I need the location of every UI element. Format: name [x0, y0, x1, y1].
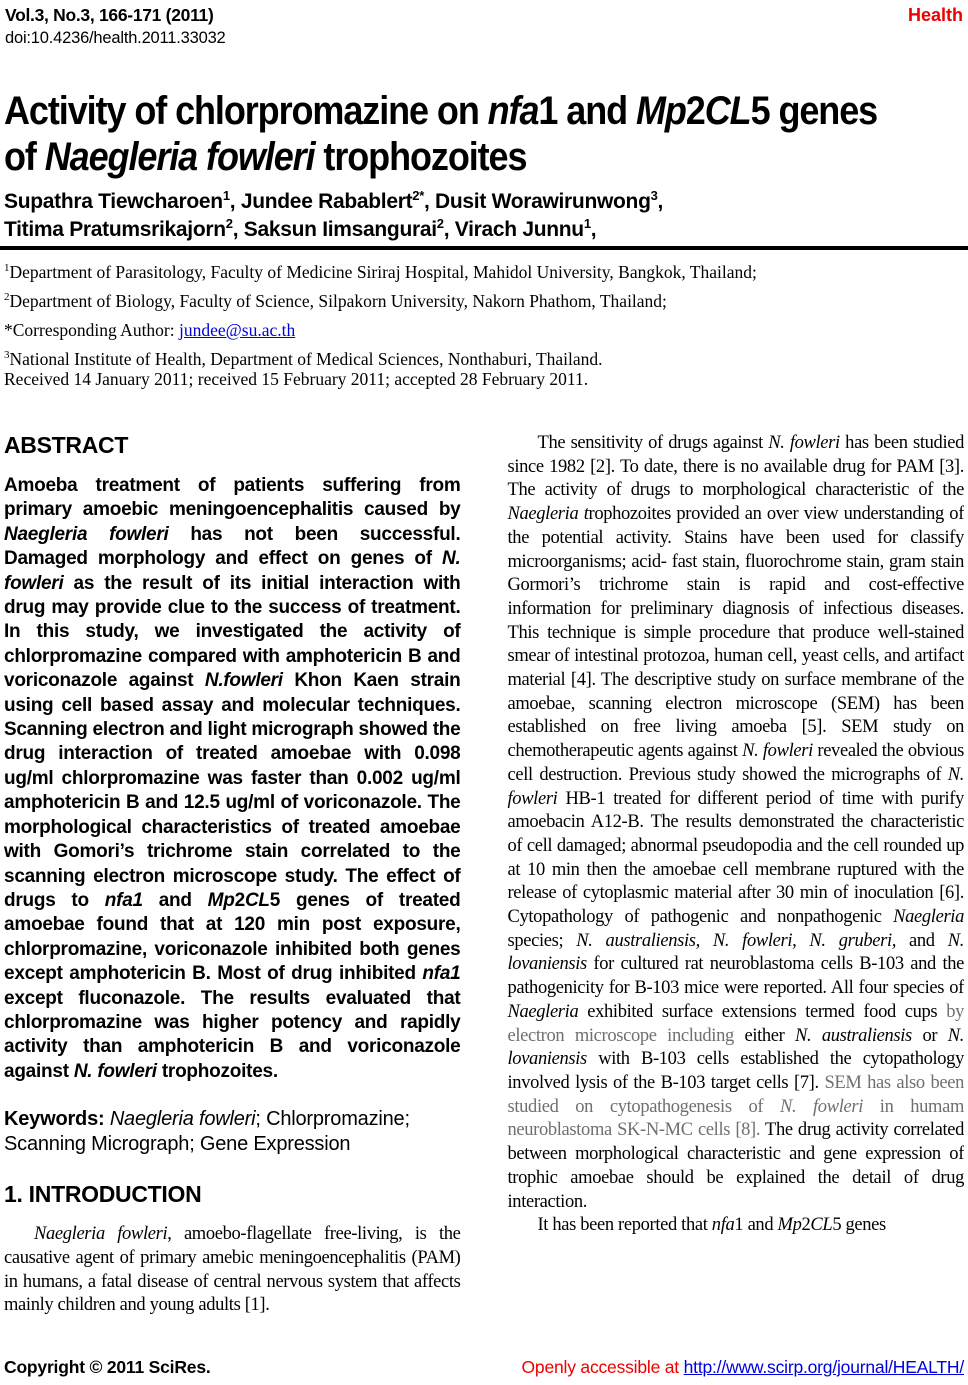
abstract-heading: ABSTRACT — [4, 432, 129, 458]
corresponding-author-label: *Corresponding Author: — [4, 320, 179, 340]
header-left — [5, 5, 226, 48]
authors-line1: Supathra Tiewcharoen$^1$, Jundee Rabablert$^{2*}$, Dusit Worawirunwong$^3$, — [4, 188, 664, 213]
right-column-paragraph-1: The sensitivity of drugs against N. fowleri has been studied since 1982 [2]. To date, there is no available drug for PAM [3]. The activity of drugs to morphological characteristic of the Naegleria trophozoites provided an over view understanding of the potential activity. Stains have been used for classify microorganisms; acid- fast stain, fluorochrome stain, gram stain Gormori’s trichrome stain is rapid and cost-effective information for preliminary diagnosis of infectious diseases. This technique is simple procedure that produce well-stained smear of intestinal protozoa, human cell, yeast cells, and artifact material [4]. The descriptive study on surface membrane of the amoebae, scanning electron microscope (SEM) has been established on free living amoeba [5]. SEM study on chemotherapeutic agents against N. fowleri revealed the obvious cell destruction. Previous study showed the micrographs of N. fowleri HB-1 treated for different period of time with purify amoebacin A12-B. The results demonstrated the characteristic of cell damaged; abnormal pseudopodia and the cell rounded up at 10 min then the amoebae cell membrane ruptured with the release of cytoplasmic material after 30 min of inoculation [6]. Cytopathology of pathogenic and nonpathogenic Naegleria species; N. australiensis, N. fowleri, N. gruberi, and N. lovaniensis for cultured rat neuroblastoma cells B-103 and the pathogenicity for B-103 mice were reported. All four species of Naegleria exhibited surface extensions termed food cups by electron microscope including either N. australiensis or N. lovaniensis with B-103 cells established the cytopathology involved lysis of the B-103 target cells [7]. SEM has also been studied on cytopathogenesis of N. fowleri in humam neuroblastoma SK-N-MC cells [8]. The drug activity correlated between morphological characteristic and gene expression of trophic amoebae should be explained the detail of drug interaction. — [507, 433, 964, 1212]
right-column — [508, 432, 965, 1353]
affiliation-parasitology: $^1$Department of Parasitology, Faculty of Medicine Siriraj Hospital, Mahidol University, Bangkok, Thailand; — [4, 262, 757, 282]
article-title — [4, 88, 968, 180]
article-body — [4, 432, 964, 1353]
introduction-heading: 1. INTRODUCTION — [4, 1181, 202, 1208]
affiliation-biology: $^2$Department of Biology, Faculty of Science, Silpakorn University, Nakorn Phathom, Thailand; — [4, 291, 667, 311]
keywords: Keywords: Naegleria fowleri; Chlorpromazine; Scanning Micrograph; Gene Expression — [4, 1108, 410, 1156]
article-title-line1: Activity of chlorpromazine on nfa1 and Mp2CL5 genes — [4, 89, 878, 133]
authors-line2: Titima Pratumsrikajorn$^2$, Saksun Iimsangurai$^2$, Virach Junnu$^1$, — [4, 216, 597, 241]
affiliations — [4, 258, 757, 374]
corresponding-author-email-link[interactable]: jundee@su.ac.th — [179, 320, 296, 340]
affiliation-national-institute: $^3$National Institute of Health, Department of Medical Sciences, Nonthaburi, Thailand. — [4, 349, 603, 369]
separator-rule — [0, 246, 968, 250]
received-dates: Received 14 January 2011; received 15 February 2011; accepted 28 February 2011. — [4, 369, 589, 389]
left-column — [4, 432, 461, 1353]
author-list — [4, 188, 663, 244]
footer-access-line — [522, 1357, 965, 1378]
doi: doi:10.4236/health.2011.33032 — [5, 29, 226, 47]
journal-name: Health — [907, 5, 963, 25]
introduction-paragraph: Naegleria fowleri, amoebo-flagellate free-living, is the causative agent of primary amebic meningoencephalitis (PAM) in humans, a fatal disease of central nervous system that affects mainly children and young adults [1]. — [4, 1224, 461, 1316]
abstract-text: Amoeba treatment of patients suffering from primary amoebic meningoencephalitis caused by Naegleria fowleri has not been successful. Damaged morphology and effect on genes of N. fowleri as the result of its initial interaction with drug may provide clue to the success of treatment. In this study, we investigated the activity of chlorpromazine compared with amphotericin B and voriconazole against N.fowleri Khon Kaen strain using cell based assay and molecular techniques. Scanning electron and light micrograph showed the drug interaction of treated amoebae with 0.098 ug/ml chlorpromazine was faster than 0.002 ug/ml amphotericin B and 12.5 ug/ml of voriconazole. The morphological characteristics of treated amoebae with Gomori’s trichrome stain correlated to the scanning electron microscope study. The effect of drugs to nfa1 and Mp2CL5 genes of treated amoebae found that at 120 min post exposure, chlorpromazine, voriconazole inhibited both genes except amphotericin B. Most of drug inhibited nfa1 except fluconazole. The results evaluated that chlorpromazine was higher potency and rapidly activity than amphotericin B and voriconazole against N. fowleri trophozoites. — [4, 475, 461, 1082]
copyright-notice: Copyright © 2011 SciRes. — [4, 1357, 211, 1377]
journal-url-link[interactable]: http://www.scirp.org/journal/HEALTH/ — [683, 1357, 964, 1377]
volume-issue-info: Vol.3, No.3, 166-171 (2011) — [5, 5, 214, 25]
corresponding-author-line — [4, 316, 757, 345]
access-statement: Openly accessible at — [521, 1357, 684, 1377]
right-column-paragraph-2: It has been reported that nfa1 and Mp2CL5 genes — [537, 1215, 886, 1236]
article-title-line2: of Naegleria fowleri trophozoites — [4, 135, 527, 179]
